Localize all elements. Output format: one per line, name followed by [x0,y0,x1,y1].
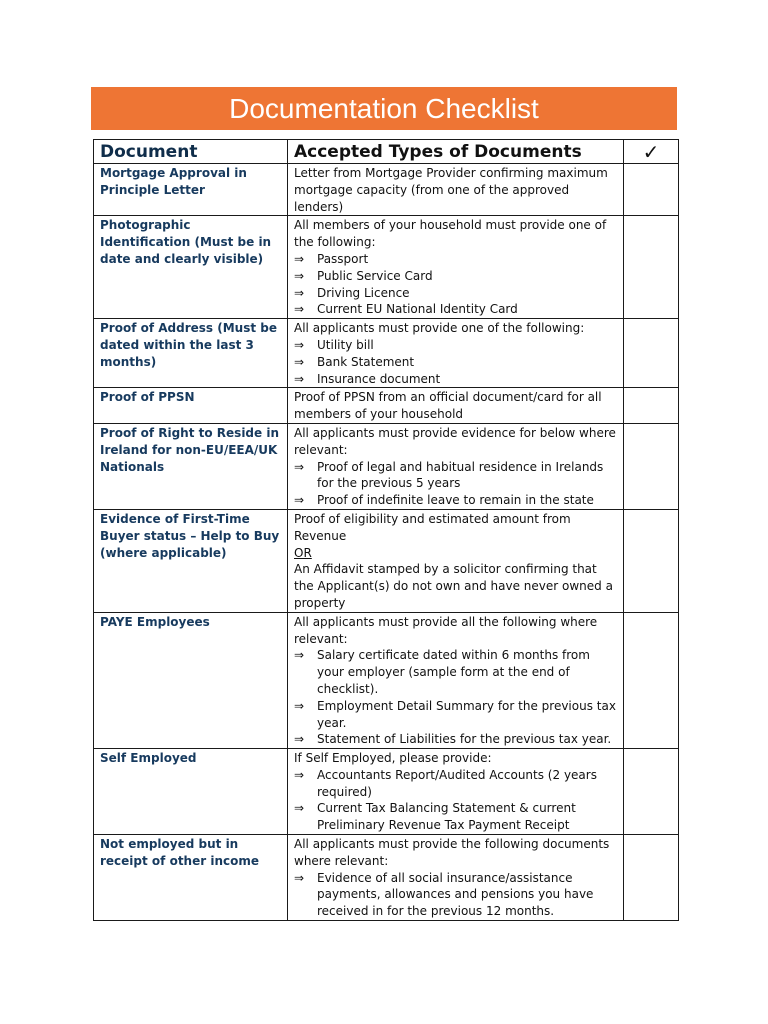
checklist-title-banner [91,87,677,130]
table-row [94,509,679,612]
list-item-text: Employment Detail Summary for the previous tax year. [317,698,616,730]
accepted-documents-cell [288,612,624,748]
arrow-bullet-icon: ⇒ [294,801,305,816]
document-name: Not employed but in receipt of other income [94,835,288,921]
arrow-bullet-icon: ⇒ [294,371,305,386]
list-item [294,647,617,697]
arrow-bullet-icon: ⇒ [294,354,305,369]
page-title: Documentation Checklist [229,93,539,124]
list-item-text: Insurance document [317,371,441,386]
list-item [294,251,617,268]
list-item-text: Proof of legal and habitual residence in Irelands for the previous 5 years [317,459,604,491]
list-item [294,285,617,302]
table-row [94,423,679,509]
description-text: All applicants must provide one of the following: [294,321,585,336]
document-name: Proof of Address (Must be dated within the last 3 months) [94,319,288,388]
arrow-bullet-icon: ⇒ [294,767,305,782]
description-text: Proof of eligibility and estimated amount from Revenue [294,511,571,543]
description-text: All applicants must provide evidence for below where relevant: [294,425,616,457]
list-item-text: Bank Statement [317,354,415,369]
accepted-documents-cell [288,509,624,612]
arrow-bullet-icon: ⇒ [294,698,305,713]
accepted-documents-cell [288,216,624,319]
description-text: OR [294,545,312,560]
accepted-documents-cell [288,835,624,921]
header-accepted-types: Accepted Types of Documents [288,140,624,164]
table-row [94,835,679,921]
description-text: All applicants must provide the following documents where relevant: [294,837,610,868]
list-item-text: Passport [317,251,369,266]
document-name: PAYE Employees [94,612,288,748]
checkbox-cell[interactable] [624,423,679,509]
list-item [294,800,617,834]
list-item-text: Utility bill [317,337,374,352]
description-text: Letter from Mortgage Provider confirming maximum mortgage capacity (from one of the approved lenders) [294,166,608,214]
list-item-text: Salary certificate dated within 6 months from your employer (sample form at the end of checklist). [317,648,590,696]
checkbox-cell[interactable] [624,164,679,216]
list-item-text: Driving Licence [317,285,410,300]
table-row [94,164,679,216]
document-name: Proof of Right to Reside in Ireland for non-EU/EEA/UK Nationals [94,423,288,509]
list-item-text: Statement of Liabilities for the previous tax year. [317,732,612,747]
list-item [294,492,617,509]
list-item [294,301,617,318]
list-item-text: Accountants Report/Audited Accounts (2 years required) [317,767,597,799]
arrow-bullet-icon: ⇒ [294,493,305,508]
table-row [94,216,679,319]
accepted-documents-cell [288,319,624,388]
list-item-text: Evidence of all social insurance/assistance payments, allowances and pensions you have received in for the previous 12 months. [317,870,594,919]
table-row [94,319,679,388]
description-text: Proof of PPSN from an official document/card for all members of your household [294,390,602,422]
list-item-text: Current Tax Balancing Statement & current Preliminary Revenue Tax Payment Receipt [317,801,576,833]
accepted-documents-cell [288,749,624,835]
arrow-bullet-icon: ⇒ [294,732,305,747]
arrow-bullet-icon: ⇒ [294,251,305,266]
arrow-bullet-icon: ⇒ [294,337,305,352]
document-name: Proof of PPSN [94,388,288,424]
list-item [294,731,617,748]
checkbox-cell[interactable] [624,835,679,921]
list-item [294,337,617,354]
document-name: Photographic Identification (Must be in date and clearly visible) [94,216,288,319]
accepted-documents-cell [288,164,624,216]
arrow-bullet-icon: ⇒ [294,302,305,317]
list-item-text: Public Service Card [317,268,433,283]
list-item [294,767,617,801]
header-document: Document [94,140,288,164]
accepted-documents-cell [288,388,624,424]
arrow-bullet-icon: ⇒ [294,459,305,474]
checkbox-cell[interactable] [624,216,679,319]
description-text: If Self Employed, please provide: [294,751,492,766]
checkbox-cell[interactable] [624,319,679,388]
document-name: Evidence of First-Time Buyer status – Help to Buy (where applicable) [94,509,288,612]
checkbox-cell[interactable] [624,509,679,612]
checkbox-cell[interactable] [624,388,679,424]
list-item [294,268,617,285]
documentation-table [93,139,679,921]
document-name: Self Employed [94,749,288,835]
list-item [294,459,617,493]
document-name: Mortgage Approval in Principle Letter [94,164,288,216]
table-row [94,612,679,748]
accepted-documents-cell [288,423,624,509]
description-text: All members of your household must provide one of the following: [294,218,607,250]
list-item-text: Proof of indefinite leave to remain in the state [317,493,594,508]
arrow-bullet-icon: ⇒ [294,268,305,283]
header-checkmark-icon: ✓ [624,140,679,164]
checkbox-cell[interactable] [624,612,679,748]
arrow-bullet-icon: ⇒ [294,648,305,663]
table-row [94,749,679,835]
list-item [294,371,617,388]
arrow-bullet-icon: ⇒ [294,870,305,885]
list-item [294,698,617,732]
checkbox-cell[interactable] [624,749,679,835]
list-item [294,870,617,920]
list-item-text: Current EU National Identity Card [317,302,518,317]
table-row [94,388,679,424]
table-header-row [94,140,679,164]
arrow-bullet-icon: ⇒ [294,285,305,300]
description-text: All applicants must provide all the following where relevant: [294,614,598,646]
list-item [294,354,617,371]
description-text: An Affidavit stamped by a solicitor confirming that the Applicant(s) do not own and have never owned a property [294,562,613,610]
